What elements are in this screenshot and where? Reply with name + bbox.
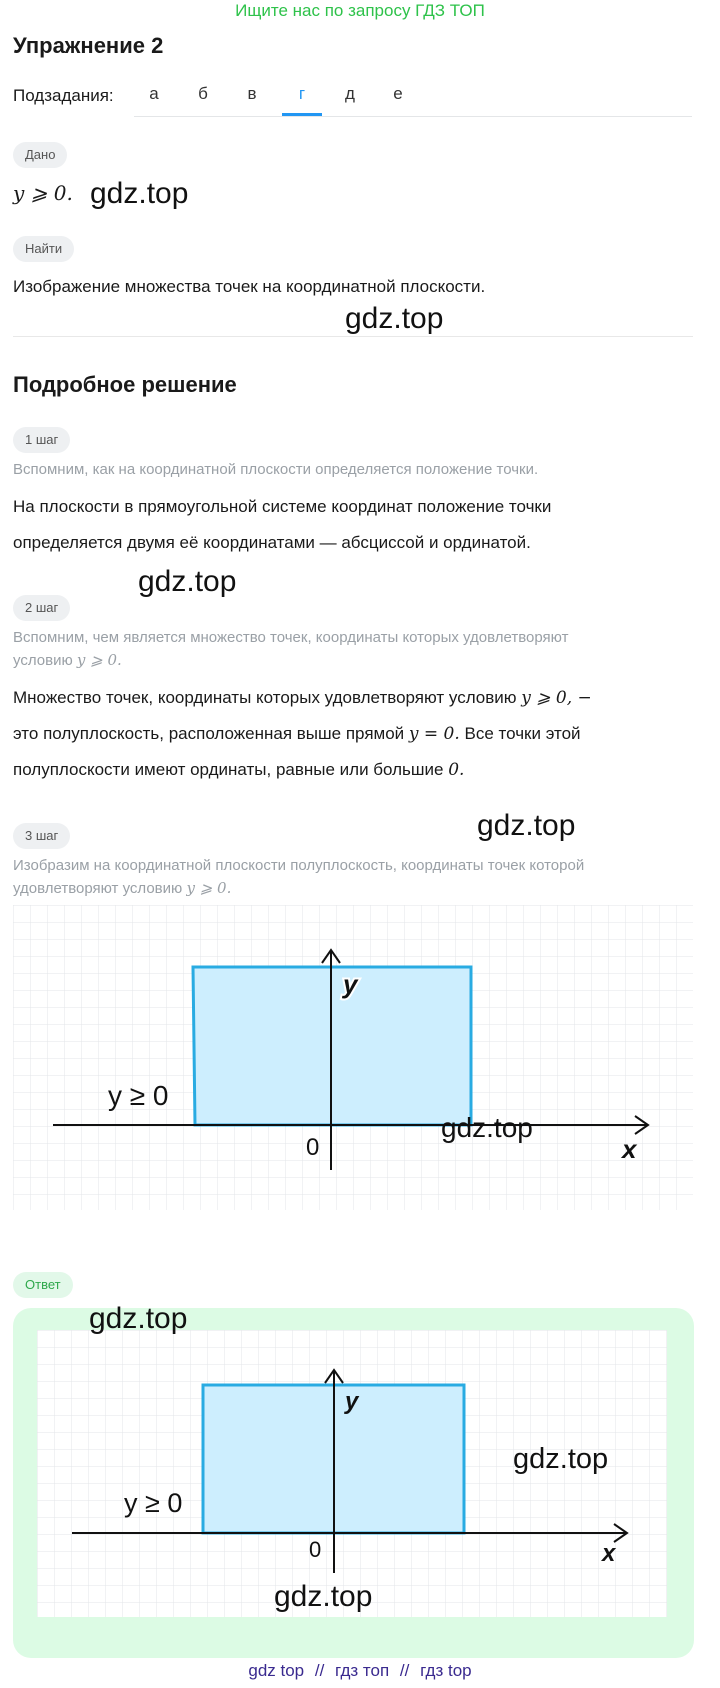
- watermark: gdz.top: [89, 1302, 188, 1335]
- step-3-hint-line-2: [13, 877, 231, 900]
- step-2-body-text: Множество точек, координаты которых удовлетворяют условию: [13, 688, 522, 707]
- step-1-pill: 1 шаг: [13, 427, 70, 453]
- x-axis-label: x: [602, 1540, 616, 1567]
- y-axis-label: y: [343, 969, 358, 999]
- step-2-hint-line-2: [13, 649, 122, 672]
- step-2-body-line-1: [13, 680, 592, 716]
- step-2-hint-math: y ⩾ 0.: [76, 651, 122, 669]
- step-2-body-text: это полуплоскость, расположенная выше прямой: [13, 724, 409, 743]
- given-pill: Дано: [13, 142, 67, 168]
- step-1-hint: Вспомним, как на координатной плоскости определяется положение точки.: [13, 461, 539, 478]
- divider: [13, 336, 693, 337]
- step-3-hint-line-1: Изобразим на координатной плоскости полуплоскость, координаты точек которой: [13, 857, 585, 874]
- step-2-hint-text: условию: [13, 652, 77, 669]
- step-3-hint-text: удовлетворяют условию: [13, 880, 187, 897]
- answer-graph: [37, 1330, 667, 1617]
- tab-v[interactable]: в: [247, 84, 257, 103]
- tab-b[interactable]: б: [198, 84, 208, 103]
- step-2-hint-line-1: Вспомним, чем является множество точек, координаты которых удовлетворяют: [13, 629, 569, 646]
- step-2-body-text: полуплоскости имеют ординаты, равные или большие: [13, 760, 449, 779]
- step-2-body-math: y ⩾ 0, −: [521, 688, 592, 708]
- answer-pill: Ответ: [13, 1272, 73, 1298]
- tab-g[interactable]: г: [298, 84, 306, 103]
- watermark: gdz.top: [477, 809, 576, 842]
- condition-label: y ≥ 0: [124, 1488, 183, 1518]
- tab-d[interactable]: д: [345, 84, 355, 103]
- half-plane-graph: [13, 905, 693, 1210]
- given-expression: y ⩾ 0.: [13, 181, 73, 205]
- page-title: Упражнение 2: [13, 33, 164, 58]
- footer-separator: //: [399, 1661, 410, 1680]
- active-tab-indicator: [282, 113, 322, 116]
- search-hint-banner: Ищите нас по запросу ГДЗ ТОП: [235, 1, 485, 20]
- watermark: gdz.top: [274, 1580, 373, 1613]
- tab-e[interactable]: е: [393, 84, 403, 103]
- find-text: Изображение множества точек на координатной плоскости.: [13, 277, 486, 296]
- find-pill: Найти: [13, 236, 74, 262]
- step-1-body-line-2: определяется двумя её координатами — абсциссой и ординатой.: [13, 533, 531, 552]
- y-axis-label: y: [345, 1388, 359, 1415]
- step-2-body-line-3: [13, 752, 464, 788]
- watermark: gdz.top: [513, 1443, 609, 1475]
- step-2-body-math: y = 0.: [408, 724, 460, 744]
- solution-title: Подробное решение: [13, 372, 237, 397]
- step-2-body-line-2: [13, 716, 581, 752]
- origin-label: 0: [309, 1537, 322, 1562]
- subtasks-tabs: [134, 72, 692, 117]
- tab-a[interactable]: а: [149, 84, 159, 103]
- step-2-body-math: 0.: [448, 760, 465, 780]
- step-2-pill: 2 шаг: [13, 595, 70, 621]
- footer-links: [0, 1661, 720, 1681]
- step-2-body-text: Все точки этой: [459, 724, 581, 743]
- origin-label: 0: [306, 1134, 320, 1161]
- footer-link-gdz-top-mixed[interactable]: гдз top: [420, 1661, 472, 1680]
- watermark: gdz.top: [138, 565, 237, 598]
- step-3-hint-math: y ⩾ 0.: [186, 879, 232, 897]
- footer-separator: //: [314, 1661, 325, 1680]
- footer-link-gdz-top[interactable]: gdz top: [248, 1661, 305, 1680]
- watermark: gdz.top: [90, 177, 189, 210]
- watermark: gdz.top: [345, 302, 444, 335]
- step-1-body-line-1: На плоскости в прямоугольной системе координат положение точки: [13, 497, 552, 516]
- condition-label: y ≥ 0: [108, 1080, 169, 1111]
- subtasks-label: Подзадания:: [13, 86, 114, 105]
- watermark: gdz.top: [441, 1112, 533, 1143]
- footer-link-gdz-top-ru[interactable]: гдз топ: [335, 1661, 390, 1680]
- step-3-pill: 3 шаг: [13, 823, 70, 849]
- x-axis-label: x: [622, 1134, 637, 1164]
